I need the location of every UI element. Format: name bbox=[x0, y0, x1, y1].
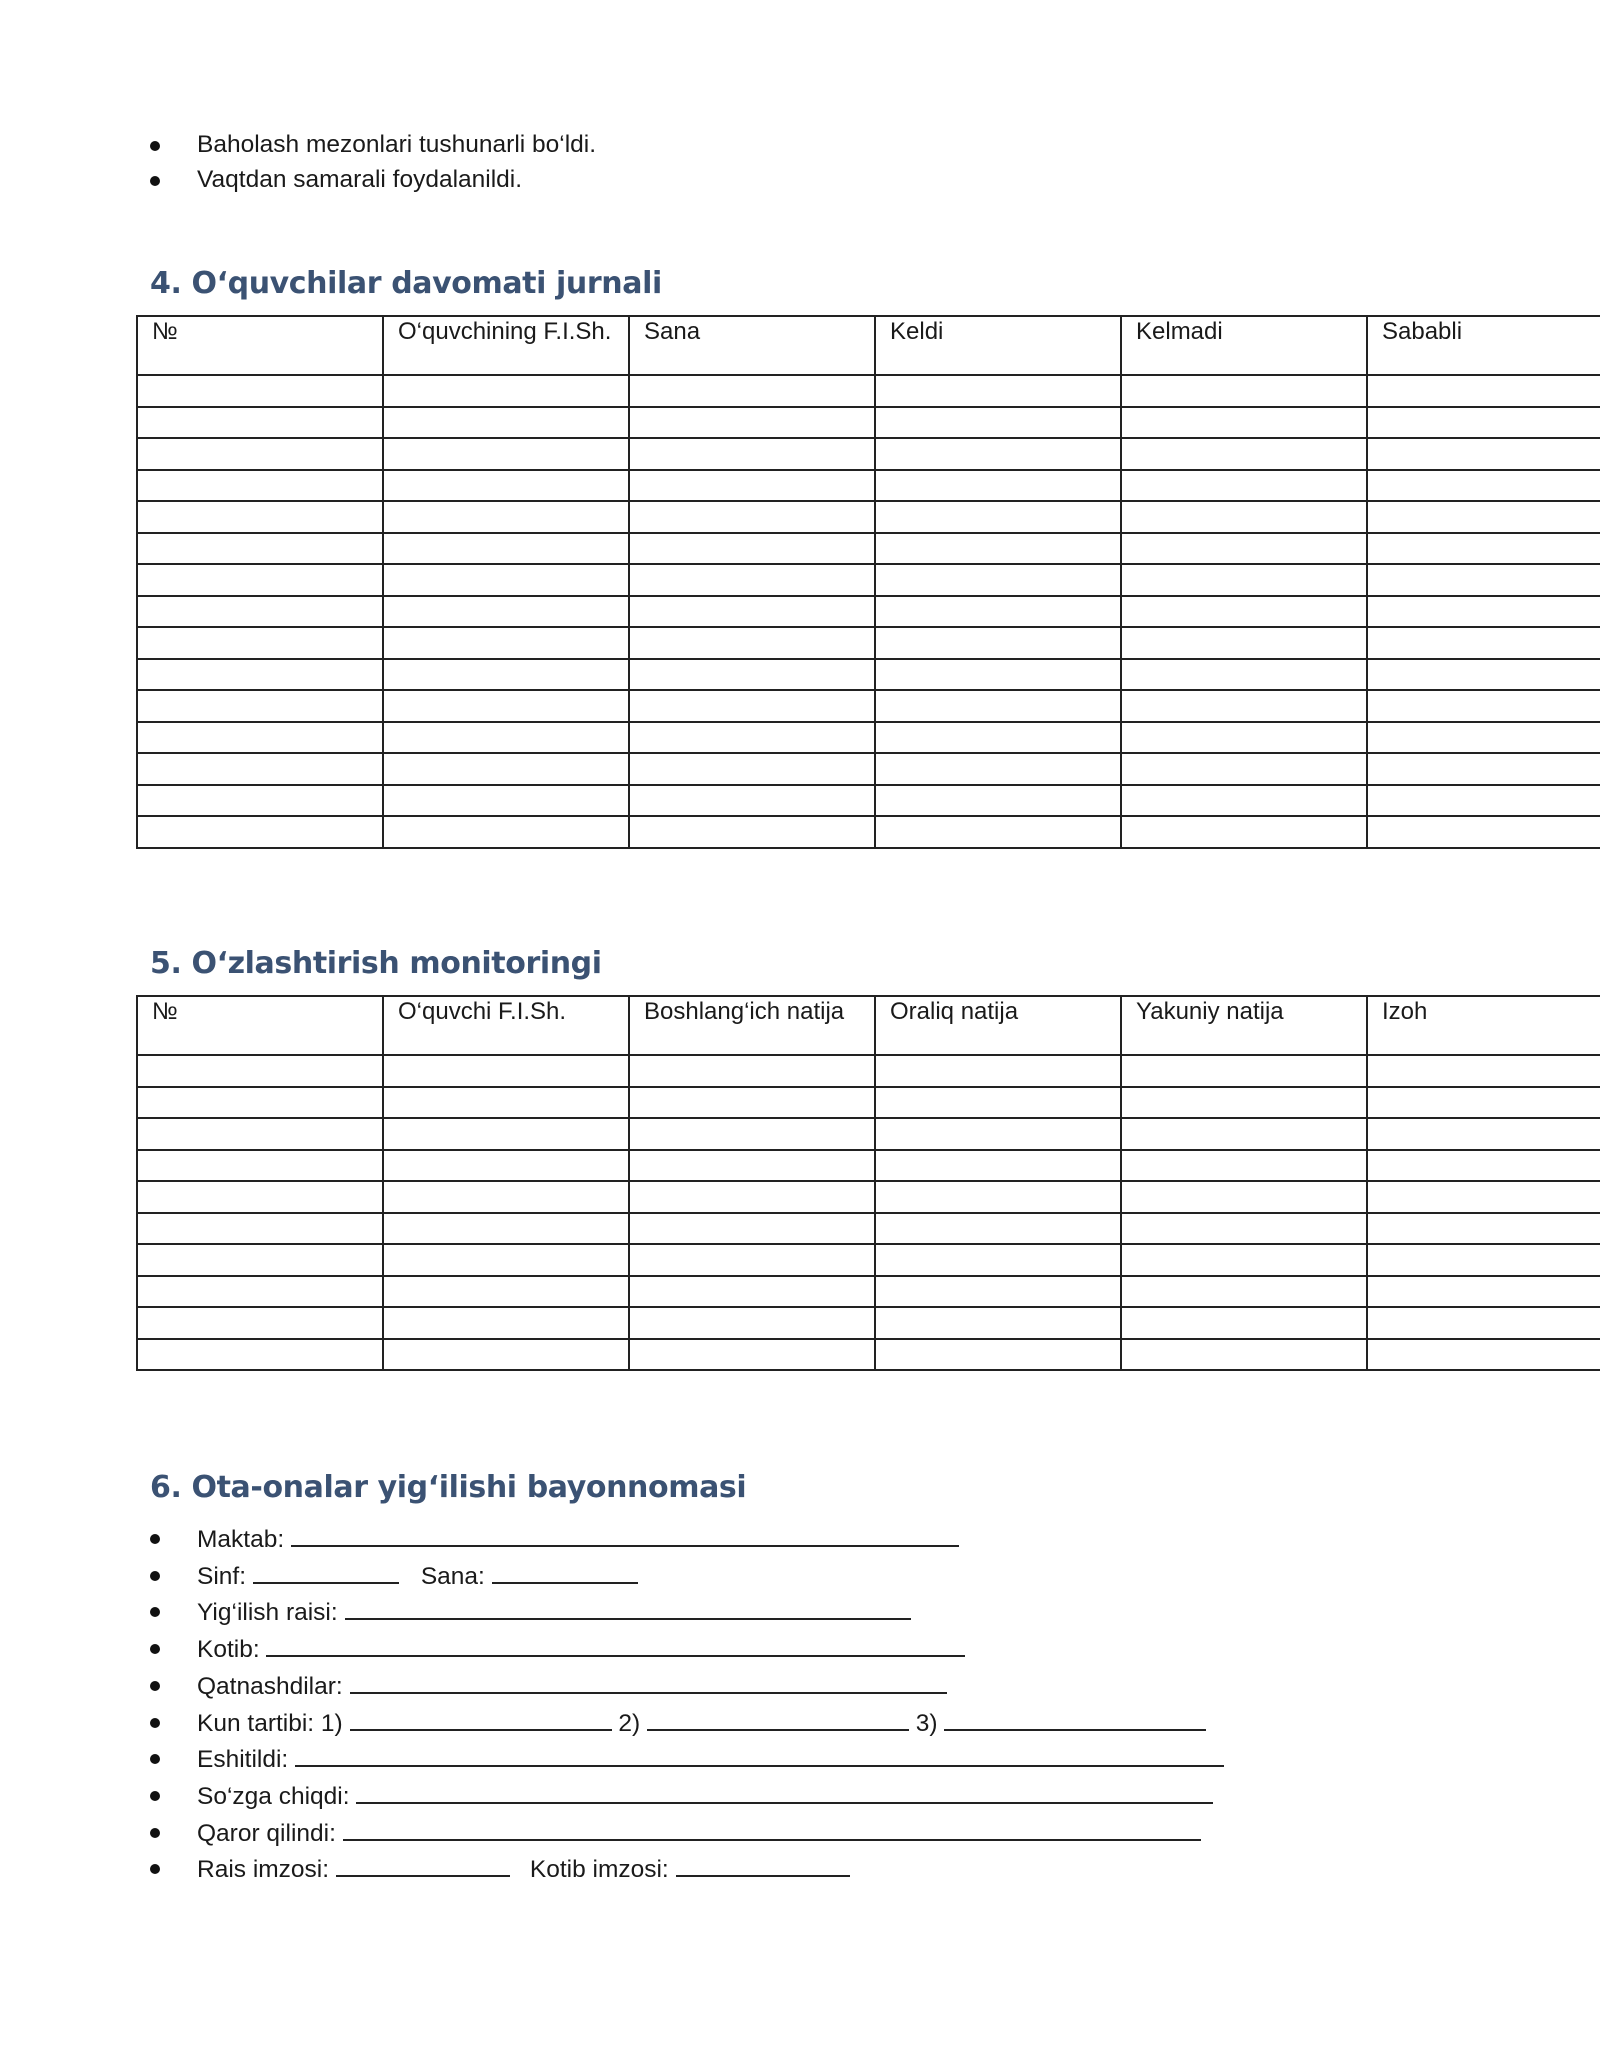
table-row bbox=[137, 1055, 1600, 1087]
table-cell[interactable] bbox=[1367, 1339, 1600, 1371]
column-header: O‘quvchi F.I.Sh. bbox=[383, 996, 629, 1055]
table-cell[interactable] bbox=[629, 722, 875, 754]
table-row bbox=[137, 627, 1600, 659]
table-cell[interactable] bbox=[875, 722, 1121, 754]
column-header: Keldi bbox=[875, 316, 1121, 375]
table-cell[interactable] bbox=[875, 501, 1121, 533]
table-cell[interactable] bbox=[1121, 690, 1367, 722]
table-cell[interactable] bbox=[1367, 564, 1600, 596]
table-cell[interactable] bbox=[1121, 533, 1367, 565]
monitoring-heading: 5. O‘zlashtirish monitoringi bbox=[150, 946, 602, 981]
table-cell[interactable] bbox=[137, 564, 383, 596]
table-row bbox=[137, 1276, 1600, 1308]
table-cell[interactable] bbox=[137, 596, 383, 628]
list-item bbox=[150, 1851, 1224, 1888]
table-cell[interactable] bbox=[1367, 627, 1600, 659]
table-cell[interactable] bbox=[383, 627, 629, 659]
column-header: O‘quvchining F.I.Sh. bbox=[383, 316, 629, 375]
fill-in-line bbox=[343, 1815, 1201, 1841]
table-cell[interactable] bbox=[875, 1339, 1121, 1371]
table-cell[interactable] bbox=[629, 1150, 875, 1182]
column-header: Sababli bbox=[1367, 316, 1600, 375]
table-cell[interactable] bbox=[629, 1276, 875, 1308]
fill-in-line bbox=[492, 1558, 638, 1584]
table-cell[interactable] bbox=[137, 753, 383, 785]
table-cell[interactable] bbox=[1121, 1276, 1367, 1308]
list-item bbox=[150, 1521, 1224, 1558]
field-label: Maktab: bbox=[197, 1526, 285, 1553]
table-header-row bbox=[137, 996, 1600, 1055]
field-label: Eshitildi: bbox=[197, 1746, 289, 1774]
column-header: № bbox=[137, 316, 383, 375]
table-cell[interactable] bbox=[383, 722, 629, 754]
column-header: № bbox=[137, 996, 383, 1055]
fill-in-line bbox=[336, 1851, 510, 1877]
table-cell[interactable] bbox=[383, 1055, 629, 1087]
table-cell[interactable] bbox=[1121, 1181, 1367, 1213]
table-cell[interactable] bbox=[1367, 1118, 1600, 1150]
table-cell[interactable] bbox=[383, 1307, 629, 1339]
table-cell[interactable] bbox=[383, 501, 629, 533]
table-cell[interactable] bbox=[875, 690, 1121, 722]
column-header: Yakuniy natija bbox=[1121, 996, 1367, 1055]
table-cell[interactable] bbox=[137, 1213, 383, 1245]
table-cell[interactable] bbox=[1367, 501, 1600, 533]
table-cell[interactable] bbox=[1367, 1213, 1600, 1245]
table-cell[interactable] bbox=[383, 564, 629, 596]
table-cell[interactable] bbox=[875, 753, 1121, 785]
fill-in-line bbox=[291, 1521, 959, 1547]
table-cell[interactable] bbox=[1367, 1055, 1600, 1087]
table-row bbox=[137, 722, 1600, 754]
table-cell[interactable] bbox=[1367, 1150, 1600, 1182]
table-cell[interactable] bbox=[629, 753, 875, 785]
table-row bbox=[137, 596, 1600, 628]
field-label: 2) bbox=[618, 1709, 641, 1737]
table-cell[interactable] bbox=[629, 470, 875, 502]
table-cell[interactable] bbox=[629, 564, 875, 596]
table-cell[interactable] bbox=[383, 470, 629, 502]
field-label: Sana: bbox=[420, 1562, 485, 1590]
table-cell[interactable] bbox=[383, 659, 629, 691]
fill-in-line bbox=[350, 1705, 612, 1731]
table-cell[interactable] bbox=[629, 407, 875, 439]
list-item bbox=[150, 1778, 1224, 1815]
column-header: Sana bbox=[629, 316, 875, 375]
table-cell[interactable] bbox=[875, 1276, 1121, 1308]
column-header: Boshlang‘ich natija bbox=[629, 996, 875, 1055]
table-cell[interactable] bbox=[137, 722, 383, 754]
table-cell[interactable] bbox=[137, 375, 383, 407]
table-cell[interactable] bbox=[137, 1087, 383, 1119]
list-item bbox=[150, 1705, 1224, 1742]
table-cell[interactable] bbox=[1367, 659, 1600, 691]
fill-in-line bbox=[345, 1594, 911, 1620]
table-cell[interactable] bbox=[1121, 1213, 1367, 1245]
fill-in-line bbox=[944, 1705, 1206, 1731]
fill-in-line bbox=[647, 1705, 909, 1731]
table-cell[interactable] bbox=[629, 659, 875, 691]
table-cell[interactable] bbox=[875, 407, 1121, 439]
field-label: Yig‘ilish raisi: bbox=[197, 1599, 338, 1627]
field-label: Kotib imzosi: bbox=[529, 1856, 669, 1884]
table-row bbox=[137, 1150, 1600, 1182]
table-cell[interactable] bbox=[137, 1244, 383, 1276]
field-label: Qatnashdilar: bbox=[197, 1672, 343, 1700]
list-item bbox=[150, 1815, 1224, 1852]
list-item bbox=[150, 1631, 1224, 1668]
table-cell[interactable] bbox=[629, 596, 875, 628]
table-cell[interactable] bbox=[383, 1339, 629, 1371]
table-cell[interactable] bbox=[1121, 659, 1367, 691]
table-cell[interactable] bbox=[137, 470, 383, 502]
table-row bbox=[137, 785, 1600, 817]
table-cell[interactable] bbox=[875, 659, 1121, 691]
table-cell[interactable] bbox=[1367, 1181, 1600, 1213]
table-row bbox=[137, 501, 1600, 533]
monitoring-table bbox=[136, 995, 1600, 1371]
table-cell[interactable] bbox=[383, 1118, 629, 1150]
list-item bbox=[150, 1594, 1224, 1631]
table-cell[interactable] bbox=[1367, 722, 1600, 754]
table-cell[interactable] bbox=[1367, 1307, 1600, 1339]
table-cell[interactable] bbox=[137, 1276, 383, 1308]
table-cell[interactable] bbox=[1121, 627, 1367, 659]
table-header-row bbox=[137, 316, 1600, 375]
table-cell[interactable] bbox=[137, 407, 383, 439]
table-cell[interactable] bbox=[383, 596, 629, 628]
table-cell[interactable] bbox=[629, 501, 875, 533]
table-cell[interactable] bbox=[383, 407, 629, 439]
table-row bbox=[137, 533, 1600, 565]
table-cell[interactable] bbox=[1367, 438, 1600, 470]
table-row bbox=[137, 1213, 1600, 1245]
table-cell[interactable] bbox=[383, 1150, 629, 1182]
table-row bbox=[137, 470, 1600, 502]
field-label: Kun tartibi: 1) bbox=[197, 1709, 343, 1737]
column-header: Oraliq natija bbox=[875, 996, 1121, 1055]
table-cell[interactable] bbox=[137, 1181, 383, 1213]
table-cell[interactable] bbox=[137, 1055, 383, 1087]
fill-in-line bbox=[350, 1668, 947, 1694]
table-cell[interactable] bbox=[383, 785, 629, 817]
table-cell[interactable] bbox=[1121, 1118, 1367, 1150]
table-cell[interactable] bbox=[875, 1055, 1121, 1087]
table-cell[interactable] bbox=[629, 1213, 875, 1245]
table-cell[interactable] bbox=[875, 1244, 1121, 1276]
table-cell[interactable] bbox=[383, 816, 629, 848]
table-cell[interactable] bbox=[1121, 596, 1367, 628]
table-cell[interactable] bbox=[383, 1213, 629, 1245]
table-cell[interactable] bbox=[1367, 816, 1600, 848]
table-row bbox=[137, 753, 1600, 785]
table-cell[interactable] bbox=[629, 1307, 875, 1339]
table-cell[interactable] bbox=[629, 627, 875, 659]
table-cell[interactable] bbox=[1121, 1307, 1367, 1339]
table-cell[interactable] bbox=[1121, 1150, 1367, 1182]
table-cell[interactable] bbox=[629, 1087, 875, 1119]
field-label: Rais imzosi: bbox=[197, 1856, 330, 1884]
list-item: Baholash mezonlari tushunarli bo‘ldi. bbox=[150, 128, 596, 163]
table-cell[interactable] bbox=[137, 690, 383, 722]
table-cell[interactable] bbox=[629, 1339, 875, 1371]
table-row bbox=[137, 564, 1600, 596]
field-label: 3) bbox=[915, 1709, 938, 1737]
table-cell[interactable] bbox=[1121, 470, 1367, 502]
field-label: So‘zga chiqdi: bbox=[197, 1782, 350, 1810]
table-cell[interactable] bbox=[1121, 753, 1367, 785]
table-cell[interactable] bbox=[1121, 722, 1367, 754]
table-cell[interactable] bbox=[875, 470, 1121, 502]
table-cell[interactable] bbox=[629, 785, 875, 817]
field-label: Qaror qilindi: bbox=[197, 1819, 336, 1847]
table-cell[interactable] bbox=[137, 438, 383, 470]
field-label: Kotib: bbox=[197, 1636, 260, 1664]
table-cell[interactable] bbox=[383, 375, 629, 407]
table-cell[interactable] bbox=[1121, 816, 1367, 848]
table-cell[interactable] bbox=[875, 438, 1121, 470]
list-item bbox=[150, 1668, 1224, 1705]
table-cell[interactable] bbox=[383, 1181, 629, 1213]
table-row bbox=[137, 407, 1600, 439]
table-cell[interactable] bbox=[629, 438, 875, 470]
table-cell[interactable] bbox=[137, 1150, 383, 1182]
table-cell[interactable] bbox=[137, 785, 383, 817]
table-cell[interactable] bbox=[383, 753, 629, 785]
table-cell[interactable] bbox=[1367, 533, 1600, 565]
table-cell[interactable] bbox=[1121, 1244, 1367, 1276]
table-cell[interactable] bbox=[1367, 470, 1600, 502]
table-cell[interactable] bbox=[875, 596, 1121, 628]
table-cell[interactable] bbox=[137, 1307, 383, 1339]
table-row bbox=[137, 1181, 1600, 1213]
table-cell[interactable] bbox=[875, 1213, 1121, 1245]
table-cell[interactable] bbox=[875, 375, 1121, 407]
fill-in-line bbox=[266, 1631, 965, 1657]
table-row bbox=[137, 1087, 1600, 1119]
column-header: Izoh bbox=[1367, 996, 1600, 1055]
table-cell[interactable] bbox=[1367, 753, 1600, 785]
table-cell[interactable] bbox=[629, 1055, 875, 1087]
table-cell[interactable] bbox=[137, 533, 383, 565]
table-cell[interactable] bbox=[875, 816, 1121, 848]
table-cell[interactable] bbox=[1367, 690, 1600, 722]
table-cell[interactable] bbox=[875, 533, 1121, 565]
table-cell[interactable] bbox=[1121, 1055, 1367, 1087]
list-item bbox=[150, 1741, 1224, 1778]
fill-in-line bbox=[676, 1851, 850, 1877]
table-cell[interactable] bbox=[383, 1087, 629, 1119]
table-cell[interactable] bbox=[1121, 785, 1367, 817]
table-cell[interactable] bbox=[383, 533, 629, 565]
meeting-protocol-list bbox=[150, 1521, 1224, 1888]
table-cell[interactable] bbox=[629, 690, 875, 722]
table-cell[interactable] bbox=[383, 690, 629, 722]
table-cell[interactable] bbox=[875, 1181, 1121, 1213]
table-row bbox=[137, 690, 1600, 722]
table-cell[interactable] bbox=[137, 1339, 383, 1371]
table-cell[interactable] bbox=[629, 1118, 875, 1150]
table-cell[interactable] bbox=[875, 564, 1121, 596]
table-cell[interactable] bbox=[1367, 375, 1600, 407]
table-row bbox=[137, 1339, 1600, 1371]
attendance-heading: 4. O‘quvchilar davomati jurnali bbox=[150, 266, 662, 301]
table-cell[interactable] bbox=[383, 1276, 629, 1308]
table-cell[interactable] bbox=[137, 659, 383, 691]
attendance-table bbox=[136, 315, 1600, 849]
table-cell[interactable] bbox=[1121, 1339, 1367, 1371]
fill-in-line bbox=[295, 1741, 1224, 1767]
table-cell[interactable] bbox=[1367, 1244, 1600, 1276]
column-header: Kelmadi bbox=[1121, 316, 1367, 375]
table-cell[interactable] bbox=[875, 627, 1121, 659]
table-row bbox=[137, 438, 1600, 470]
meeting-heading: 6. Ota-onalar yig‘ilishi bayonnomasi bbox=[150, 1470, 747, 1505]
table-cell[interactable] bbox=[1367, 1087, 1600, 1119]
table-row bbox=[137, 1118, 1600, 1150]
intro-bullet-list bbox=[150, 128, 596, 197]
table-row bbox=[137, 375, 1600, 407]
table-cell[interactable] bbox=[1121, 501, 1367, 533]
table-cell[interactable] bbox=[137, 816, 383, 848]
field-label: Sinf: bbox=[197, 1562, 247, 1590]
table-cell[interactable] bbox=[1121, 1087, 1367, 1119]
table-cell[interactable] bbox=[1367, 596, 1600, 628]
table-cell[interactable] bbox=[137, 501, 383, 533]
table-cell[interactable] bbox=[629, 816, 875, 848]
table-cell[interactable] bbox=[137, 1118, 383, 1150]
table-row bbox=[137, 816, 1600, 848]
table-cell[interactable] bbox=[629, 1244, 875, 1276]
table-cell[interactable] bbox=[1121, 407, 1367, 439]
table-cell[interactable] bbox=[629, 533, 875, 565]
table-cell[interactable] bbox=[629, 375, 875, 407]
table-cell[interactable] bbox=[875, 1307, 1121, 1339]
list-item bbox=[150, 1558, 1224, 1595]
table-cell[interactable] bbox=[875, 1087, 1121, 1119]
table-cell[interactable] bbox=[1121, 564, 1367, 596]
table-cell[interactable] bbox=[1367, 407, 1600, 439]
table-cell[interactable] bbox=[1367, 785, 1600, 817]
list-item: Vaqtdan samarali foydalanildi. bbox=[150, 163, 596, 198]
table-cell[interactable] bbox=[1367, 1276, 1600, 1308]
table-row bbox=[137, 659, 1600, 691]
table-cell[interactable] bbox=[875, 785, 1121, 817]
table-cell[interactable] bbox=[629, 1181, 875, 1213]
table-row bbox=[137, 1307, 1600, 1339]
fill-in-line bbox=[253, 1558, 399, 1584]
table-cell[interactable] bbox=[137, 627, 383, 659]
table-cell[interactable] bbox=[383, 438, 629, 470]
table-cell[interactable] bbox=[1121, 375, 1367, 407]
table-cell[interactable] bbox=[383, 1244, 629, 1276]
table-row bbox=[137, 1244, 1600, 1276]
table-cell[interactable] bbox=[1121, 438, 1367, 470]
fill-in-line bbox=[356, 1778, 1213, 1804]
table-cell[interactable] bbox=[875, 1150, 1121, 1182]
table-cell[interactable] bbox=[875, 1118, 1121, 1150]
